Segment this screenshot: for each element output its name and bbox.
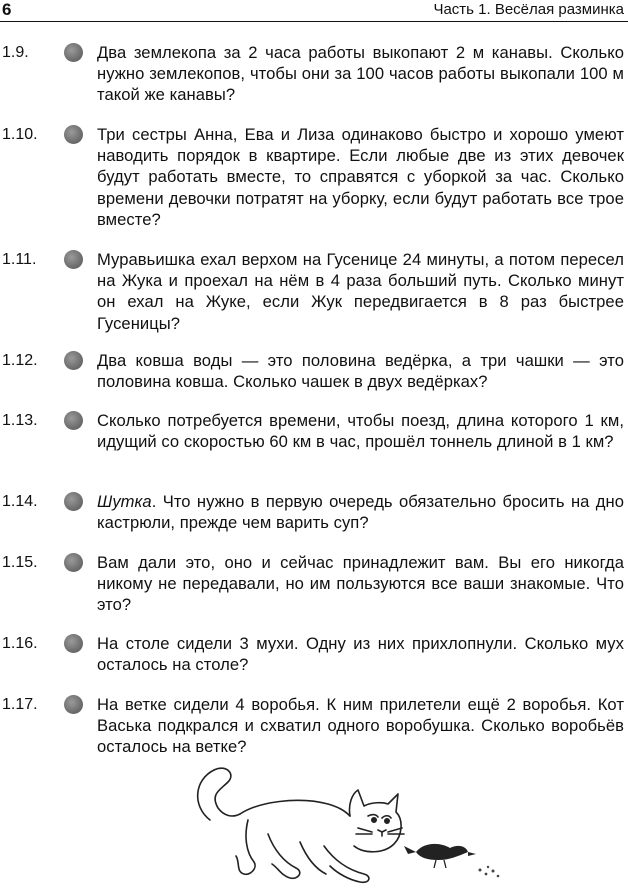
problem-text: Два ковша воды — это половина ведёрка, а три чашки — это половина ковша. Сколько чашек в двух ведёрках? [97, 351, 624, 392]
difficulty-dot-icon [64, 351, 83, 370]
problem-text: На ветке сидели 4 воробья. К ним прилетели ещё 2 воробья. Кот Васька подкрался и схватил одного воробушка. Сколько воробьёв осталось на ветке? [97, 695, 624, 757]
problem-text [97, 491, 624, 533]
chapter-title: Часть 1. Весёлая разминка [433, 1, 624, 18]
problem-number: 1.13. [2, 412, 38, 429]
problem-text: На столе сидели 3 мухи. Одну из них прихлопнули. Сколько мух осталось на столе? [97, 634, 624, 675]
difficulty-dot-icon [64, 411, 83, 430]
problem-number: 1.11. [2, 251, 37, 268]
problem-number: 1.9. [2, 44, 29, 61]
cat-and-sparrow-illustration [188, 760, 508, 888]
problem-text: Сколько потребуется времени, чтобы поезд, длина которого 1 км, идущий со скоростью 60 км в час, прошёл тоннель длиной в 1 км? [97, 411, 624, 452]
problem-number: 1.17. [2, 696, 38, 713]
difficulty-dot-icon [64, 553, 83, 572]
difficulty-dot-icon [64, 634, 83, 653]
problem-number: 1.16. [2, 635, 38, 652]
problem-number: 1.12. [2, 352, 38, 369]
difficulty-dot-icon [64, 250, 83, 269]
problem-text: Три сестры Анна, Ева и Лиза одинаково быстро и хорошо умеют наводить порядок в квартире. Если любые две из этих девочек будут работать вместе, то справятся с уборкой за час. Сколько времени девочки потратят на уборку, если будут работать все трое вместе? [97, 125, 624, 229]
cat-icon [198, 768, 404, 882]
difficulty-dot-icon [64, 695, 83, 714]
sparrow-icon [404, 844, 476, 868]
difficulty-dot-icon [64, 43, 83, 62]
problem-text: Муравьишка ехал верхом на Гусенице 24 минуты, а потом пересел на Жука и проехал на нём в 4 раза больший путь. Сколько минут он ехал на Жуке, если Жук передвигается в 8 раз быстрее Гусеницы? [97, 250, 624, 333]
problem-text: Вам дали это, оно и сейчас принадлежит вам. Вы его никогда никому не передавали, но им пользуются все ваши знакомые. Что это? [97, 553, 624, 615]
joke-label: Шутка [97, 492, 152, 511]
header-rule [0, 21, 628, 22]
problem-number: 1.15. [2, 554, 38, 571]
joke-text: . Что нужно в первую очередь обязательно бросить на дно кастрюли, прежде чем варить суп? [97, 492, 624, 533]
page-header [0, 0, 628, 22]
difficulty-dot-icon [64, 125, 83, 144]
problem-number: 1.10. [2, 126, 38, 143]
crumbs-icon [479, 866, 500, 878]
problem-text: Два землекопа за 2 часа работы выкопают 2 м канавы. Сколько нужно землекопов, чтобы они за 100 часов работы выкопали 100 м такой же канавы? [97, 43, 624, 105]
problem-number: 1.14. [2, 493, 38, 510]
page-number: 6 [2, 0, 12, 19]
difficulty-dot-icon [64, 492, 83, 511]
